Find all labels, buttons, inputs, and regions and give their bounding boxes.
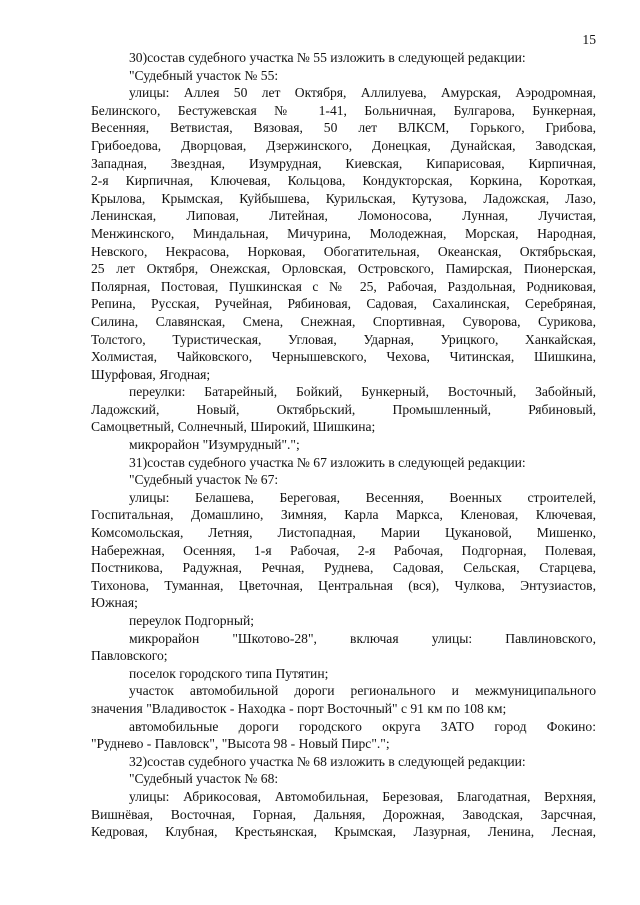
text-line: Тихонова, Туманная, Цветочная, Центральная (вся), Чулкова, Энтузиастов, <box>91 577 596 593</box>
text-line: Ленинская, Липовая, Литейная, Ломоносова, Лунная, Лучистая, <box>91 208 596 224</box>
text-line: Репина, Русская, Ручейная, Рябиновая, Садовая, Сахалинская, Серебряная, <box>91 296 596 312</box>
text-line: Менжинского, Миндальная, Мичурина, Молодежная, Морская, Народная, <box>91 225 596 241</box>
text-line: Кедровая, Клубная, Крестьянская, Крымская, Лазурная, Ленина, Лесная, <box>91 824 596 840</box>
text-line: Силина, Славянская, Смена, Снежная, Спортивная, Суворова, Сурикова, <box>91 313 596 329</box>
text-line: Западная, Звездная, Изумрудная, Киевская, Кипарисовая, Кирпичная, <box>91 155 596 171</box>
text-line: Белинского, Бестужевская № 1-41, Больничная, Булгарова, Бункерная, <box>91 102 596 118</box>
text-line: Ладожский, Новый, Октябрьский, Промышленный, Рябиновый, <box>91 401 596 417</box>
text-line: улицы: Белашева, Береговая, Весенняя, Военных строителей, <box>129 489 596 505</box>
text-line: значения "Владивосток - Находка - порт Восточный" с 91 км по 108 км; <box>91 700 507 716</box>
text-line: Вишнёвая, Восточная, Горная, Дальняя, Дорожная, Заводская, Зарсчная, <box>91 806 596 822</box>
text-line: Самоцветный, Солнечный, Широкий, Шишкина; <box>91 419 376 435</box>
text-line: улицы: Аллея 50 лет Октября, Аллилуева, Амурская, Аэродромная, <box>129 85 596 101</box>
text-line: микрорайон "Шкотово-28", включая улицы: Павлиновского, <box>129 630 596 646</box>
text-line: Южная; <box>91 595 138 611</box>
text-line: Госпитальная, Домашлино, Зимняя, Карла Маркса, Кленовая, Ключевая, <box>91 507 596 523</box>
text-line: переулки: Батарейный, Бойкий, Бункерный, Восточный, Забойный, <box>129 384 596 400</box>
text-line: "Судебный участок № 55: <box>129 67 279 83</box>
text-line: "Судебный участок № 68: <box>129 771 279 787</box>
text-line: Холмистая, Чайковского, Чернышевского, Чехова, Читинская, Шишкина, <box>91 349 596 365</box>
text-line: автомобильные дороги городского округа ЗАТО город Фокино: <box>129 718 596 734</box>
text-line: 25 лет Октября, Онежская, Орловская, Островского, Памирская, Пионерская, <box>91 261 596 277</box>
text-line: улицы: Абрикосовая, Автомобильная, Березовая, Благодатная, Верхняя, <box>129 788 596 804</box>
text-line: 2-я Кирпичная, Ключевая, Кольцова, Кондукторская, Коркина, Короткая, <box>91 173 596 189</box>
text-line: Весенняя, Ветвистая, Вязовая, 50 лет ВЛКСМ, Горького, Грибова, <box>91 120 596 136</box>
text-line: "Судебный участок № 67: <box>129 472 279 488</box>
text-line: 30)состав судебного участка № 55 изложить в следующей редакции: <box>129 50 526 65</box>
page-number: 15 <box>582 32 596 47</box>
text-line: 32)состав судебного участка № 68 изложить в следующей редакции: <box>129 753 526 769</box>
text-line: Крылова, Крымская, Куйбышева, Курильская, Кутузова, Ладожская, Лазо, <box>91 190 596 206</box>
text-line: Невского, Некрасова, Норковая, Обогатительная, Океанская, Октябрьская, <box>91 243 596 259</box>
document-body <box>91 49 596 841</box>
text-line: Грибоедова, Дворцовая, Дзержинского, Донецкая, Дунайская, Заводская, <box>91 137 596 153</box>
text-line: Набережная, Осенняя, 1-я Рабочая, 2-я Рабочая, Подгорная, Полевая, <box>91 542 596 558</box>
text-line: Толстого, Туристическая, Угловая, Ударная, Урицкого, Ханкайская, <box>91 331 596 347</box>
text-line: Шурфовая, Ягодная; <box>91 366 211 382</box>
text-line: Комсомольская, Летняя, Листопадная, Марии Цукановой, Мишенко, <box>91 525 596 541</box>
text-line: "Руднево - Павловск", "Высота 98 - Новый Пирс"."; <box>91 736 390 752</box>
text-line: поселок городского типа Путятин; <box>129 665 329 681</box>
text-line: микрорайон "Изумрудный"."; <box>129 437 300 453</box>
text-line: Полярная, Постовая, Пушкинская с № 25, Рабочая, Раздольная, Родниковая, <box>91 278 596 294</box>
text-line: переулок Подгорный; <box>129 613 255 628</box>
text-line: 31)состав судебного участка № 67 изложить в следующей редакции: <box>129 454 526 470</box>
text-line: участок автомобильной дороги регионального и межмуниципального <box>129 683 596 699</box>
text-line: Павловского; <box>91 648 168 664</box>
text-line: Постникова, Радужная, Речная, Руднева, Садовая, Сельская, Старцева, <box>91 560 596 576</box>
